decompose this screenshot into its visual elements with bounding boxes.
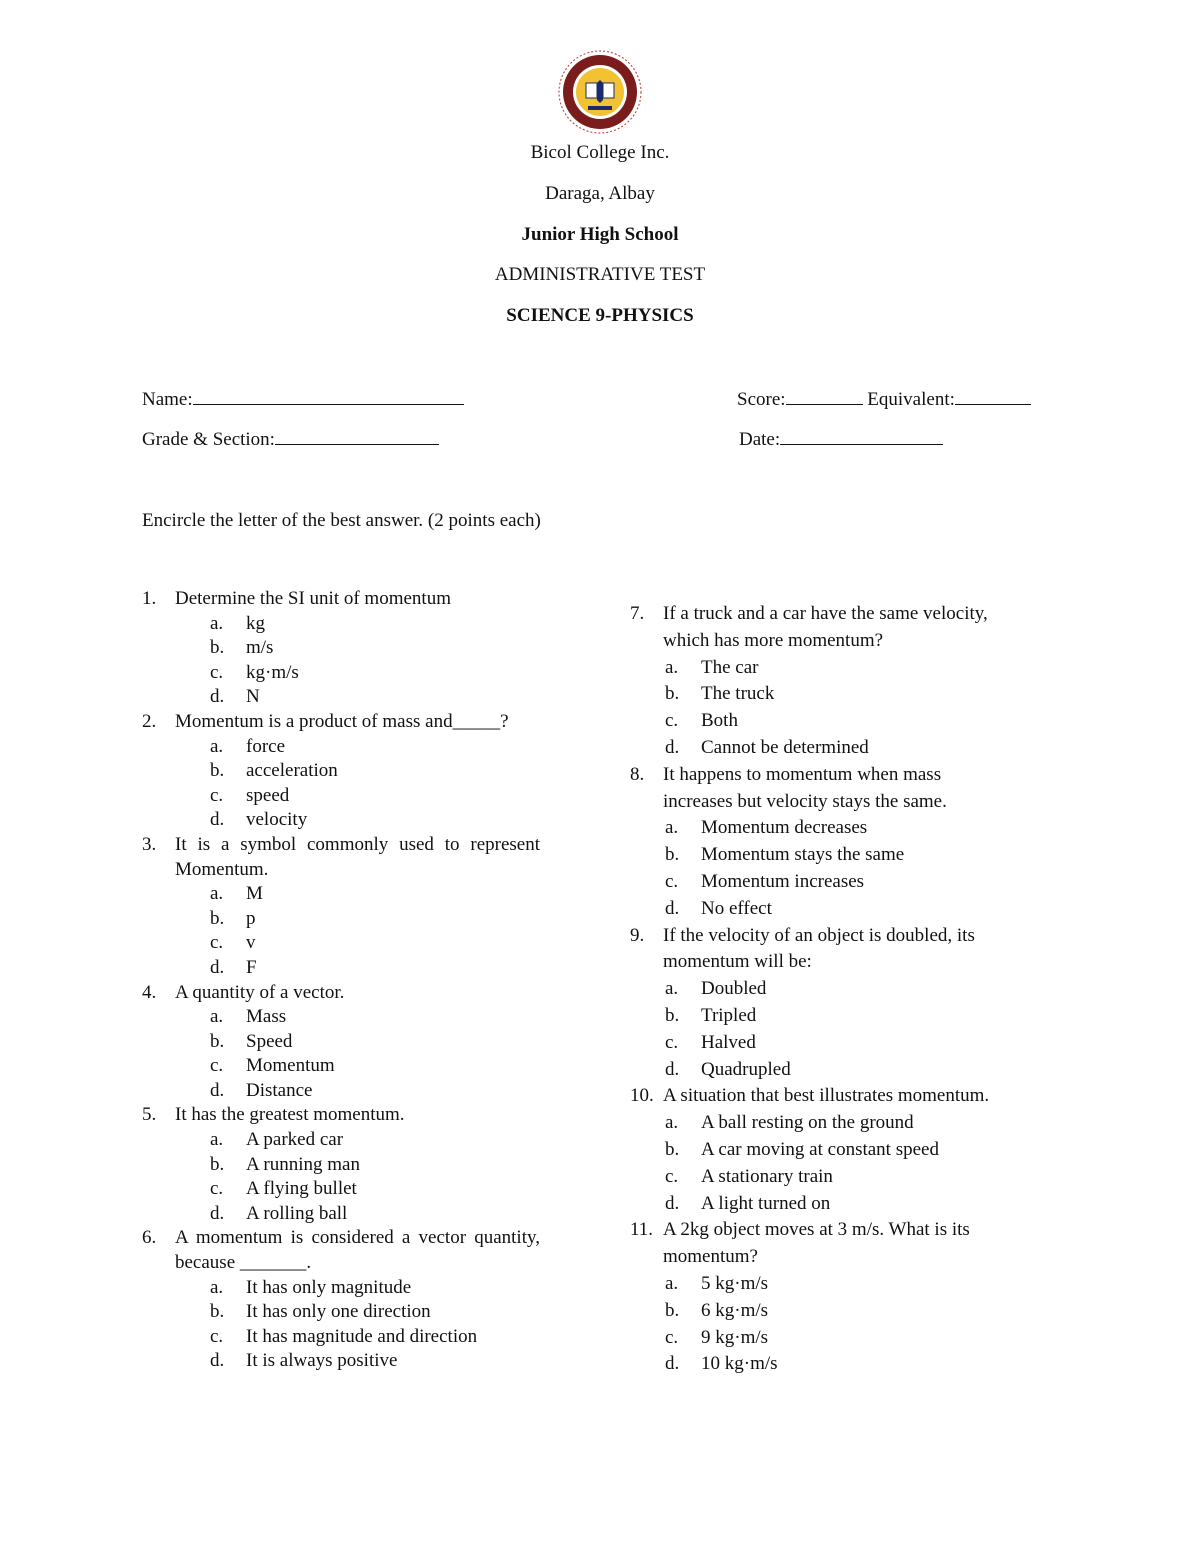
- question-item: [142, 710, 540, 735]
- choice-letter[interactable]: a.: [210, 883, 224, 905]
- question-number: 2.: [142, 710, 157, 732]
- question-text: It has the greatest momentum.: [175, 1104, 405, 1126]
- choice-text: Distance: [246, 1079, 313, 1101]
- choice-text: A rolling ball: [246, 1202, 348, 1224]
- answer-choice[interactable]: [142, 685, 540, 710]
- answer-choice[interactable]: [142, 1054, 540, 1079]
- choice-letter[interactable]: c.: [665, 1031, 679, 1053]
- choice-text: Momentum: [246, 1055, 335, 1077]
- answer-choice[interactable]: [142, 784, 540, 809]
- choice-text: Momentum stays the same: [701, 844, 905, 866]
- choice-text: Doubled: [701, 978, 767, 1000]
- question-item: [142, 833, 540, 882]
- choice-text: A parked car: [246, 1129, 344, 1151]
- answer-choice[interactable]: [142, 735, 540, 760]
- choice-letter[interactable]: a.: [665, 656, 679, 678]
- question-item: [142, 981, 540, 1006]
- choice-text: 9 kg·m/s: [701, 1326, 769, 1348]
- choice-letter[interactable]: d.: [665, 897, 680, 919]
- question-number: 7.: [630, 603, 645, 624]
- answer-choice[interactable]: [630, 681, 1010, 708]
- question-text: A 2kg object moves at 3 m/s. What is its momentum?: [663, 1219, 970, 1268]
- choice-text: m/s: [246, 637, 274, 659]
- choice-letter[interactable]: a.: [210, 1006, 224, 1028]
- name-field: [142, 388, 464, 411]
- choice-letter[interactable]: b.: [665, 683, 680, 705]
- choice-text: Momentum decreases: [701, 817, 868, 839]
- answer-choice[interactable]: [630, 1137, 1010, 1164]
- answer-choice[interactable]: [630, 708, 1010, 735]
- choice-letter[interactable]: b.: [210, 1030, 225, 1052]
- answer-choice[interactable]: [142, 759, 540, 784]
- answer-choice[interactable]: [142, 636, 540, 661]
- choice-text: Cannot be determined: [701, 736, 869, 758]
- question-text: A momentum is considered a vector quantity, because _______.: [175, 1227, 540, 1274]
- answer-choice[interactable]: [142, 882, 540, 907]
- choice-letter[interactable]: a.: [665, 978, 679, 1000]
- choice-text: A stationary train: [701, 1165, 833, 1187]
- choice-text: A car moving at constant speed: [701, 1138, 939, 1160]
- answer-choice[interactable]: [630, 1110, 1010, 1137]
- school-level: Junior High School: [521, 224, 679, 245]
- choice-text: N: [246, 686, 260, 708]
- choice-letter[interactable]: c.: [210, 784, 224, 806]
- question-text: If a truck and a car have the same velocity, which has more momentum?: [663, 603, 988, 651]
- answer-choice[interactable]: [142, 1300, 540, 1325]
- choice-letter[interactable]: a.: [665, 817, 679, 839]
- choice-letter[interactable]: a.: [210, 1129, 224, 1151]
- equivalent-blank[interactable]: [955, 388, 1031, 405]
- answer-choice[interactable]: [142, 956, 540, 981]
- choice-text: velocity: [246, 809, 308, 831]
- choice-text: Momentum increases: [701, 870, 865, 892]
- choice-letter[interactable]: c.: [210, 661, 224, 683]
- institution-name: Bicol College Inc.: [530, 142, 670, 163]
- grade-section-field: [142, 428, 439, 451]
- choice-text: Halved: [701, 1031, 756, 1053]
- choice-text: The car: [701, 656, 759, 678]
- choice-text: v: [246, 932, 256, 954]
- question-text: Momentum is a product of mass and_____?: [175, 710, 509, 732]
- answer-choice[interactable]: [630, 1057, 1010, 1084]
- question-number: 6.: [142, 1227, 157, 1249]
- choice-text: Both: [701, 710, 738, 732]
- date-label: Date:: [739, 429, 781, 450]
- question-text: A quantity of a vector.: [175, 981, 345, 1003]
- choice-letter[interactable]: b.: [665, 1138, 680, 1160]
- answer-choice[interactable]: [142, 1177, 540, 1202]
- answer-choice[interactable]: [142, 931, 540, 956]
- question-text: Determine the SI unit of momentum: [175, 588, 451, 609]
- choice-letter[interactable]: d.: [210, 956, 225, 978]
- choice-text: kg: [246, 612, 265, 634]
- question-number: 1.: [142, 588, 157, 609]
- answer-choice[interactable]: [142, 1202, 540, 1227]
- question-item: [630, 923, 1010, 977]
- choice-text: M: [246, 883, 263, 905]
- choice-letter[interactable]: d.: [210, 809, 225, 831]
- choice-letter[interactable]: c.: [665, 1326, 679, 1348]
- choice-text: The truck: [701, 683, 775, 705]
- choice-text: kg·m/s: [246, 661, 299, 683]
- choice-text: No effect: [701, 897, 772, 919]
- choice-letter[interactable]: d.: [665, 736, 680, 758]
- choice-letter[interactable]: b.: [210, 907, 225, 929]
- answer-choice[interactable]: [630, 976, 1010, 1003]
- choice-text: It has magnitude and direction: [246, 1325, 478, 1347]
- choice-text: Tripled: [701, 1004, 757, 1026]
- choice-text: It is always positive: [246, 1350, 398, 1372]
- answer-choice[interactable]: [630, 896, 1010, 923]
- questions-left-column: [142, 587, 540, 1374]
- school-seal-logo: [555, 50, 645, 134]
- choice-text: Mass: [246, 1006, 287, 1028]
- choice-text: 5 kg·m/s: [701, 1272, 769, 1294]
- choice-text: 6 kg·m/s: [701, 1299, 769, 1321]
- choice-letter[interactable]: a.: [665, 1112, 679, 1134]
- test-subject: SCIENCE 9-PHYSICS: [506, 305, 694, 326]
- question-number: 5.: [142, 1104, 157, 1126]
- date-field: [739, 428, 943, 451]
- question-item: [630, 1083, 1010, 1110]
- score-label: Score:: [737, 389, 786, 410]
- answer-choice[interactable]: [142, 1153, 540, 1178]
- question-number: 4.: [142, 981, 157, 1003]
- choice-letter[interactable]: a.: [210, 735, 224, 757]
- choice-text: acceleration: [246, 760, 338, 782]
- question-text: A situation that best illustrates momentum.: [663, 1085, 990, 1107]
- choice-letter[interactable]: b.: [665, 844, 680, 866]
- question-item: [142, 1226, 540, 1275]
- answer-choice[interactable]: [630, 1325, 1010, 1352]
- instructions: Encircle the letter of the best answer. (2 points each): [142, 510, 541, 531]
- choice-letter[interactable]: c.: [665, 710, 679, 732]
- choice-text: It has only magnitude: [246, 1276, 412, 1298]
- choice-letter[interactable]: a.: [210, 612, 224, 634]
- answer-choice[interactable]: [142, 661, 540, 686]
- question-number: 3.: [142, 833, 157, 855]
- answer-choice[interactable]: [142, 1276, 540, 1301]
- answer-choice[interactable]: [630, 1298, 1010, 1325]
- question-number: 8.: [630, 763, 645, 785]
- choice-text: Quadrupled: [701, 1058, 791, 1080]
- choice-letter[interactable]: b.: [210, 1153, 225, 1175]
- answer-choice[interactable]: [142, 1030, 540, 1055]
- choice-text: A running man: [246, 1153, 360, 1175]
- answer-choice[interactable]: [142, 1128, 540, 1153]
- choice-letter[interactable]: c.: [210, 1055, 224, 1077]
- choice-letter[interactable]: b.: [210, 1301, 225, 1323]
- choice-letter[interactable]: c.: [210, 932, 224, 954]
- grade-section-blank[interactable]: [275, 428, 439, 445]
- choice-text: speed: [246, 784, 290, 806]
- choice-text: 10 kg·m/s: [701, 1353, 778, 1375]
- question-number: 9.: [630, 924, 645, 946]
- answer-choice[interactable]: [630, 1030, 1010, 1057]
- choice-text: It has only one direction: [246, 1301, 431, 1323]
- answer-choice[interactable]: [142, 907, 540, 932]
- choice-letter[interactable]: d.: [665, 1192, 680, 1214]
- answer-choice[interactable]: [142, 1005, 540, 1030]
- choice-letter[interactable]: c.: [210, 1178, 224, 1200]
- choice-letter[interactable]: d.: [665, 1058, 680, 1080]
- question-item: [142, 587, 540, 612]
- answer-choice[interactable]: [142, 612, 540, 637]
- choice-letter[interactable]: d.: [210, 1350, 225, 1372]
- grade-section-label: Grade & Section:: [142, 429, 275, 450]
- choice-text: F: [246, 956, 257, 978]
- choice-letter[interactable]: d.: [665, 1353, 680, 1375]
- question-item: [142, 1103, 540, 1128]
- answer-choice[interactable]: [630, 655, 1010, 682]
- score-blank[interactable]: [786, 388, 863, 405]
- choice-text: Speed: [246, 1030, 293, 1052]
- choice-letter[interactable]: a.: [210, 1276, 224, 1298]
- score-field: [737, 388, 1031, 411]
- choice-letter[interactable]: b.: [665, 1004, 680, 1026]
- choice-letter[interactable]: c.: [665, 1165, 679, 1187]
- questions-right-column: [630, 601, 1010, 1378]
- question-item: [630, 1217, 1010, 1271]
- institution-location: Daraga, Albay: [545, 183, 655, 204]
- question-text: If the velocity of an object is doubled, its momentum will be:: [663, 924, 975, 973]
- choice-letter[interactable]: c.: [210, 1325, 224, 1347]
- choice-letter[interactable]: b.: [210, 760, 225, 782]
- answer-choice[interactable]: [142, 1349, 540, 1374]
- question-text: It is a symbol commonly used to represent Momentum.: [175, 833, 540, 880]
- choice-letter[interactable]: d.: [210, 686, 225, 708]
- question-item: [630, 601, 1010, 655]
- choice-letter[interactable]: d.: [210, 1202, 225, 1224]
- answer-choice[interactable]: [142, 808, 540, 833]
- answer-choice[interactable]: [630, 815, 1010, 842]
- date-blank[interactable]: [780, 428, 943, 445]
- question-number: 10.: [630, 1085, 654, 1107]
- choice-letter[interactable]: b.: [210, 637, 225, 659]
- answer-choice[interactable]: [630, 1164, 1010, 1191]
- choice-text: p: [246, 907, 256, 929]
- name-blank[interactable]: [193, 388, 464, 405]
- choice-letter[interactable]: d.: [210, 1079, 225, 1101]
- name-label: Name:: [142, 389, 193, 410]
- choice-text: A flying bullet: [246, 1178, 357, 1200]
- choice-letter[interactable]: b.: [665, 1299, 680, 1321]
- answer-choice[interactable]: [142, 1325, 540, 1350]
- equivalent-label: Equivalent:: [867, 389, 955, 410]
- test-title: ADMINISTRATIVE TEST: [494, 264, 706, 285]
- answer-choice[interactable]: [630, 869, 1010, 896]
- question-text: It happens to momentum when mass increases but velocity stays the same.: [663, 763, 947, 812]
- answer-choice[interactable]: [630, 1351, 1010, 1378]
- answer-choice[interactable]: [142, 1079, 540, 1104]
- choice-text: force: [246, 735, 286, 757]
- answer-choice[interactable]: [630, 735, 1010, 762]
- choice-text: A light turned on: [701, 1192, 831, 1214]
- choice-text: A ball resting on the ground: [701, 1112, 914, 1134]
- choice-letter[interactable]: a.: [665, 1272, 679, 1294]
- question-item: [630, 762, 1010, 816]
- answer-choice[interactable]: [630, 1271, 1010, 1298]
- answer-choice[interactable]: [630, 842, 1010, 869]
- question-number: 11.: [630, 1219, 654, 1241]
- answer-choice[interactable]: [630, 1003, 1010, 1030]
- choice-letter[interactable]: c.: [665, 870, 679, 892]
- answer-choice[interactable]: [630, 1191, 1010, 1218]
